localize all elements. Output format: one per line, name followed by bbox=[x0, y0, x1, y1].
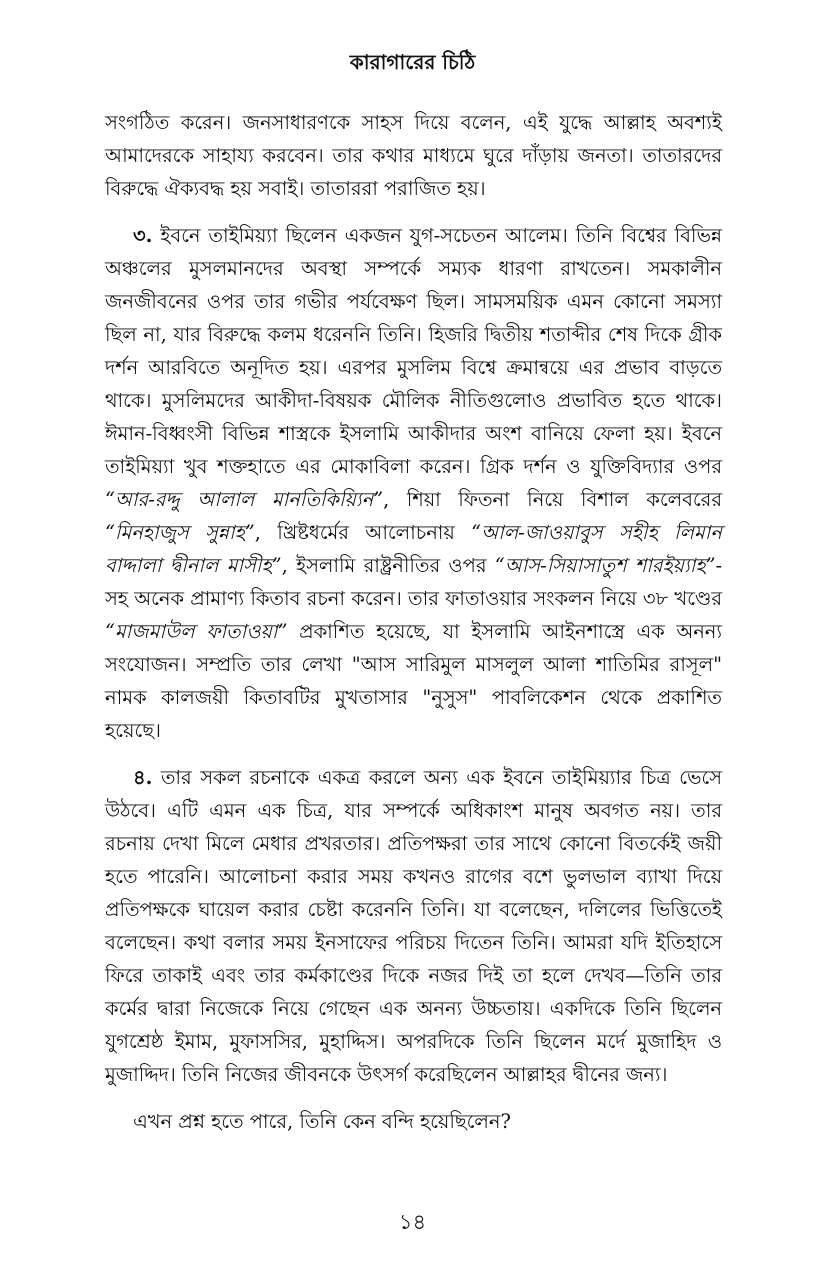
book-title: “আল-জাওয়াবুস সহীহ লিমান বাদ্দালা দ্বীনাল মাসীহ” bbox=[105, 521, 722, 577]
paragraph-text: প্রকাশিত হয়েছে, যা ইসলামি আইনশাস্ত্রে এক অনন্য সংযোজন। সম্প্রতি তার লেখা "আস সারিমুল মাসলুল আলা শাতিমির রাসূল" নামক কালজয়ী কিতাবটির মুখতাসার "নুসুস" পাবলিকেশন থেকে প্রকাশিত হয়েছে। bbox=[105, 620, 722, 742]
running-header: কারাগারের চিঠি bbox=[349, 50, 476, 74]
paragraph-text: এখন প্রশ্ন হতে পারে, তিনি কেন বন্দি হয়েছিলেন? bbox=[133, 1110, 511, 1133]
paragraph-text: , খ্রিষ্টধর্মের আলোচনায় bbox=[254, 521, 472, 544]
body-text bbox=[105, 106, 722, 1152]
point-number: ৩. bbox=[133, 224, 153, 247]
paragraph-text: সংগঠিত করেন। জনসাধারণকে সাহস দিয়ে বলেন, এই যুদ্ধে আল্লাহ অবশ্যই আমাদেরকে সাহায্য করবেন। তার কথার মাধ্যমে ঘুরে দাঁড়ায় জনতা। তাতারদের বিরুদ্ধে ঐক্যবদ্ধ হয় সবাই। তাতাররা পরাজিত হয়। bbox=[105, 111, 722, 200]
book-title: “মাজমাউল ফাতাওয়া” bbox=[105, 620, 288, 643]
paragraph-text: তার সকল রচনাকে একত্র করলে অন্য এক ইবনে তাইমিয়্যার চিত্র ভেসে উঠবে। এটি এমন এক চিত্র, যার সম্পর্কে অধিকাংশ মানুষ অবগত নয়। তার রচনায় দেখা মিলে মেধার প্রখরতার। প্রতিপক্ষরা তার সাথে কোনো বিতর্কেই জয়ী হতে পারেনি। আলোচনা করার সময় কখনও রাগের বশে ভুলভাল ব্যাখা দিয়ে প্রতিপক্ষকে ঘায়েল করার চেষ্টা করেননি তিনি। যা বলেছেন, দলিলের ভিত্তিতেই বলেছেন। কথা বলার সময় ইনসাফের পরিচয় দিতেন তিনি। আমরা যদি ইতিহাসে ফিরে তাকাই এবং তার কর্মকাণ্ডের দিকে নজর দিই তা হলে দেখব—তিনি তার কর্মের দ্বারা নিজেকে নিয়ে গেছেন এক অনন্য উচ্চতায়। একদিকে তিনি ছিলেন যুগশ্রেষ্ঠ ইমাম, মুফাসসির, মুহাদ্দিস। অপরদিকে তিনি ছিলেন মর্দে মুজাহিদ ও মুজাদ্দিদ। তিনি নিজের জীবনকে উৎসর্গ করেছিলেন আল্লাহর দ্বীনের জন্য। bbox=[105, 766, 722, 1086]
point-number: ৪. bbox=[133, 766, 153, 789]
paragraph-point-4 bbox=[105, 761, 722, 1091]
paragraph-text: ইবনে তাইমিয়্যা ছিলেন একজন যুগ-সচেতন আলেম। তিনি বিশ্বের বিভিন্ন অঞ্চলের মুসলমানদের অবস্থা সম্পর্কে সম্যক ধারণা রাখতেন। সমকালীন জনজীবনের ওপর তার গভীর পর্যবেক্ষণ ছিল। সামসময়িক এমন কোনো সমস্যা ছিল না, যার বিরুদ্ধে কলম ধরেননি তিনি। হিজরি দ্বিতীয় শতাব্দীর শেষ দিকে গ্রীক দর্শন আরবিতে অনূদিত হয়। এরপর মুসলিম বিশ্বে ক্রমান্বয়ে এর প্রভাব বাড়তে থাকে। মুসলিমদের আকীদা-বিষয়ক মৌলিক নীতিগুলোও প্রভাবিত হতে থাকে। ঈমান-বিধ্বংসী বিভিন্ন শাস্ত্রকে ইসলামি আকীদার অংশ বানিয়ে ফেলা হয়। ইবনে তাইমিয়্যা খুব শক্তহাতে এর মোকাবিলা করেন। গ্রিক দর্শন ও যুক্তিবিদ্যার ওপর bbox=[105, 224, 723, 478]
paragraph-question bbox=[105, 1105, 722, 1138]
book-title: “মিনহাজুস সুন্নাহ” bbox=[105, 521, 255, 544]
book-title: “আস-সিয়াসাতুশ শারইয়্যাহ” bbox=[494, 554, 716, 577]
paragraph-text: , ইসলামি রাষ্ট্রনীতির ওপর bbox=[281, 554, 495, 577]
page-number: ১৪ bbox=[398, 1210, 427, 1234]
book-title: “আর-রদ্দু আলাল মানতিকিয়্যিন” bbox=[105, 488, 384, 511]
paragraph-point-3 bbox=[105, 219, 722, 747]
paragraph-continued bbox=[105, 106, 722, 205]
paragraph-text: -সহ অনেক প্রামাণ্য কিতাব রচনা করেন। তার ফাতাওয়ার সংকলন নিয়ে ৩৮ খণ্ডের bbox=[105, 554, 723, 610]
paragraph-text: , শিয়া ফিতনা নিয়ে বিশাল কলেবরের bbox=[383, 488, 722, 511]
